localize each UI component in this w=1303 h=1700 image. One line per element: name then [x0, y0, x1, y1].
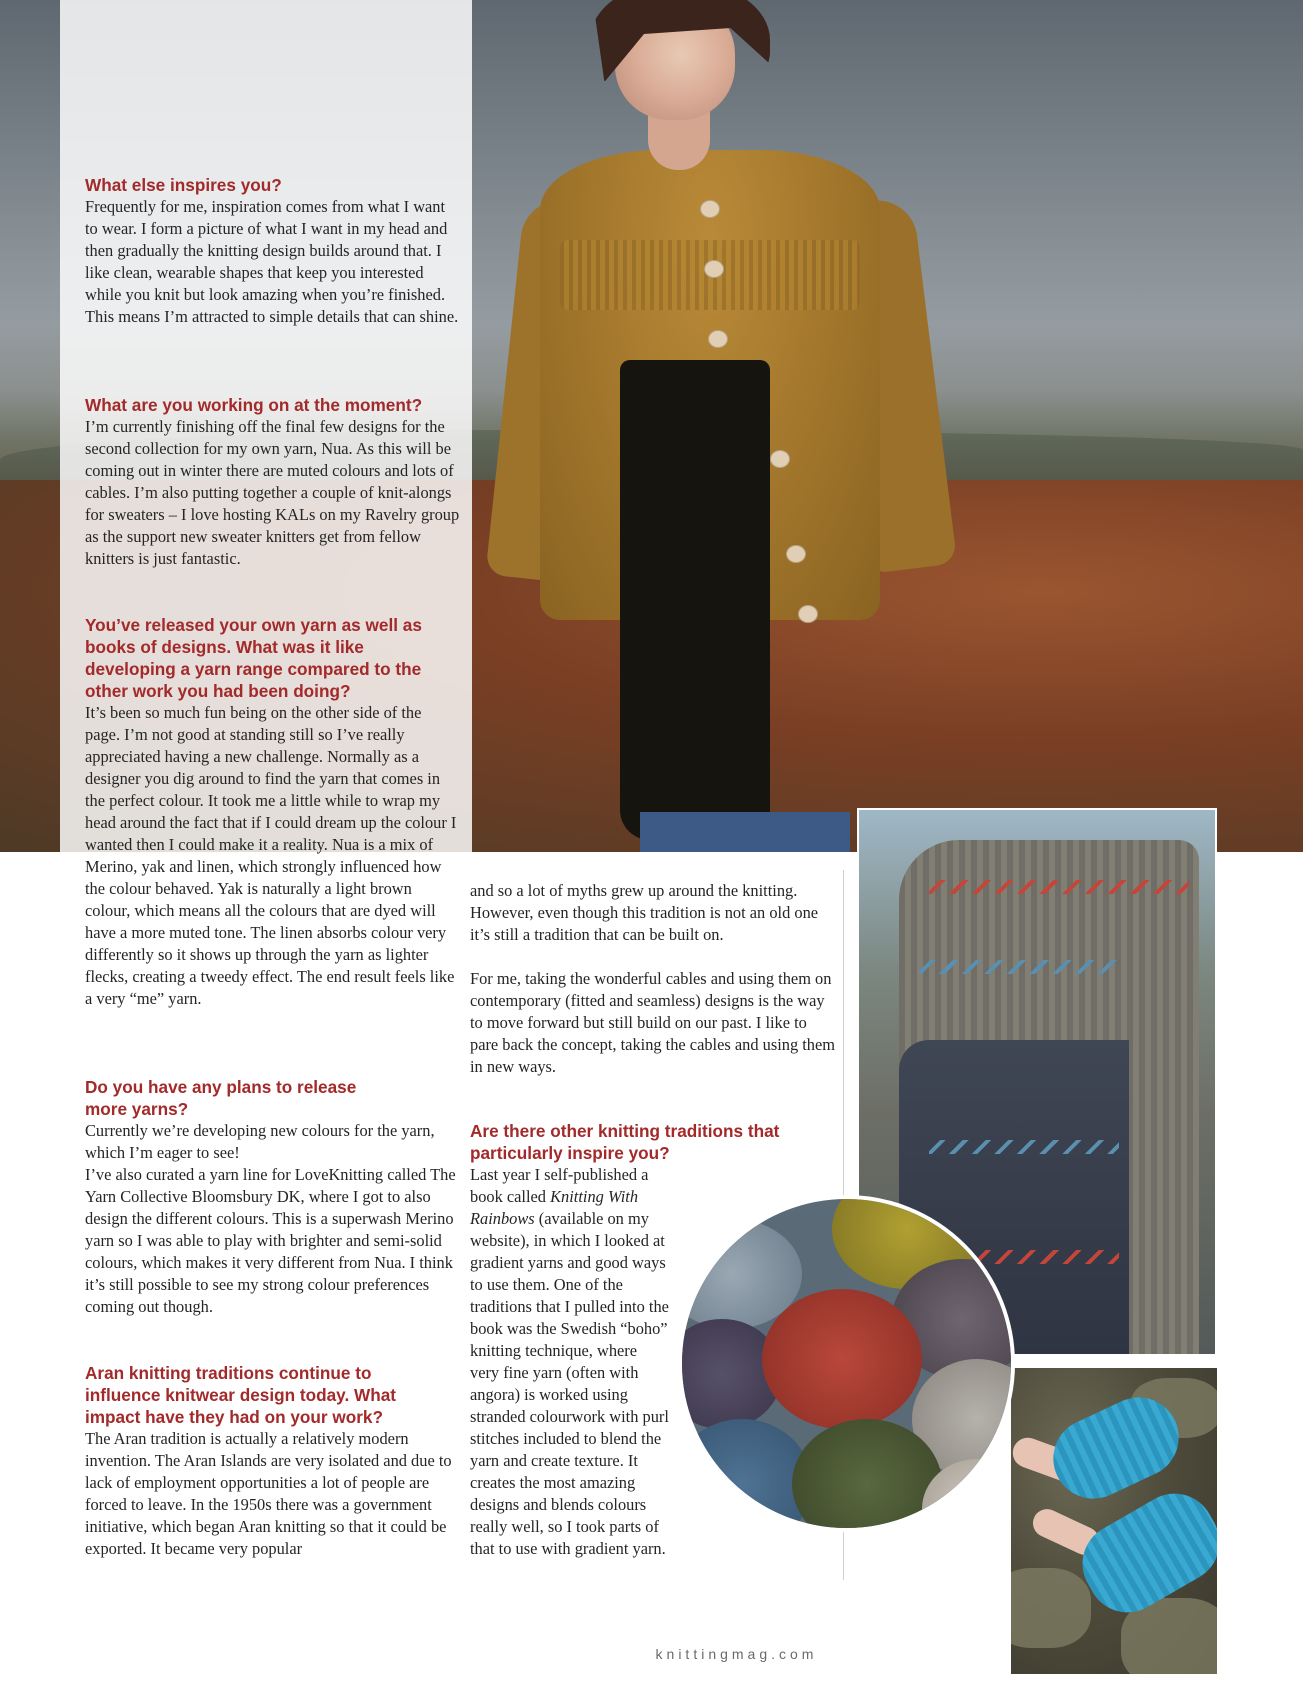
black-dress [620, 360, 770, 840]
red-zigzag-stripe [929, 880, 1189, 894]
question-heading: You’ve released your own yarn as well as books of designs. What was it like developing a yarn range compared to the other work you had been doing? [85, 615, 422, 701]
cardigan-button [708, 330, 728, 348]
cardigan-button [700, 200, 720, 218]
red-skein [762, 1289, 922, 1429]
answer-paragraph: Frequently for me, inspiration comes from what I want to wear. I form a picture of what I want in my head and then gradually the knitting design builds around that. I like clean, wearable shapes that keep you interested while you knit but look amazing when you’re finished. This means I’m attracted to simple details that can shine. [85, 197, 459, 326]
cardigan-button [786, 545, 806, 563]
answer-paragraph: and so a lot of myths grew up around the knitting. However, even though this tradition is not an old one it’s still a tradition that can be built on. [470, 881, 819, 944]
question-heading: What are you working on at the moment? [85, 395, 423, 415]
answer-paragraph [85, 1164, 460, 1318]
cardigan-button [798, 605, 818, 623]
answer-text: I’ve also curated a yarn line for LoveKnitting called The Yarn Collective Bloomsbury DK, where I got to also design the different colours. This is a superwash Merino yarn so I was able to play with brighter and semi-solid colours, which makes it very different from Nua. I think it’s still possible to see my strong colour preferences coming out though. [85, 1165, 456, 1316]
answer-text: Last year I self-published a book called [470, 1165, 649, 1206]
jeans [640, 812, 850, 852]
answer-text: (available on my website), in which I looked at gradient yarns and good ways to use them. One of the traditions that I pulled into the book was the Swedish “boho” knitting technique, where very fine yarn (often with angora) is worked using stranded colourwork with purl stitches included to blend the yarn and create texture. It creates the most amazing designs and blends colours really well, so I took parts of that to use with gradient yarn. [470, 1209, 669, 1558]
answer-paragraph: I’m currently finishing off the final few designs for the second collection for my own yarn, Nua. As this will be coming out in winter there are muted colours and lots of cables. I’m also putting together a couple of knit-alongs for sweaters – I love hosting KALs on my Ravelry group as the support new sweater knitters get from fellow knitters is just fantastic. [85, 417, 460, 568]
yarn-skeins-photo [678, 1195, 1015, 1532]
question-heading: Are there other knitting traditions that particularly inspire you? [470, 1121, 780, 1163]
cardigan-button [770, 450, 790, 468]
answer-paragraph: Currently we’re developing new colours for the yarn, which I’m eager to see! [85, 1121, 435, 1162]
book-title: Knitting With Rainbows [470, 1187, 639, 1228]
mitts-photo [1011, 1368, 1217, 1674]
footer-website: knittingmag.com [655, 1646, 818, 1662]
blue-zigzag-stripe [919, 960, 1119, 974]
answer-paragraph: The Aran tradition is actually a relatively modern invention. The Aran Islands are very isolated and due to lack of employment opportunities a lot of people are forced to leave. In the 1950s there was a government initiative, which began Aran knitting so that it could be exported. It became very popular [85, 1429, 452, 1558]
answer-paragraph [470, 968, 835, 1078]
stone [1011, 1568, 1091, 1648]
answer-paragraph [470, 1164, 670, 1560]
cardigan-button [704, 260, 724, 278]
answer-text: For me, taking the wonderful cables and using them on contemporary (fitted and seamless) designs is the way to move forward but still build on our past. I like to pare back the concept, taking the cables and using them in new ways. [470, 969, 836, 1076]
question-heading: Aran knitting traditions continue to influence knitwear design today. What impact have they had on your work? [85, 1363, 397, 1427]
question-heading: Do you have any plans to release more yarns? [85, 1077, 357, 1119]
question-heading: What else inspires you? [85, 175, 282, 195]
page-footer [0, 1646, 1303, 1662]
answer-paragraph: It’s been so much fun being on the other side of the page. I’m not good at standing still so I’ve really appreciated having a new challenge. Normally as a designer you dig around to find the yarn that comes in the perfect colour. It took me a little while to wrap my head around the fact that if I could dream up the colour I wanted then I could make it a reality. Nua is a mix of Merino, yak and linen, which strongly influenced how the colour behaved. Yak is naturally a light brown colour, which means all the colours that are dyed will have a more muted tone. The linen absorbs colour very differently so it shows up through the yarn as lighter flecks, creating a tweedy effect. The end result feels like a very “me” yarn. [85, 703, 457, 1008]
blue-zigzag-stripe [929, 1140, 1119, 1154]
